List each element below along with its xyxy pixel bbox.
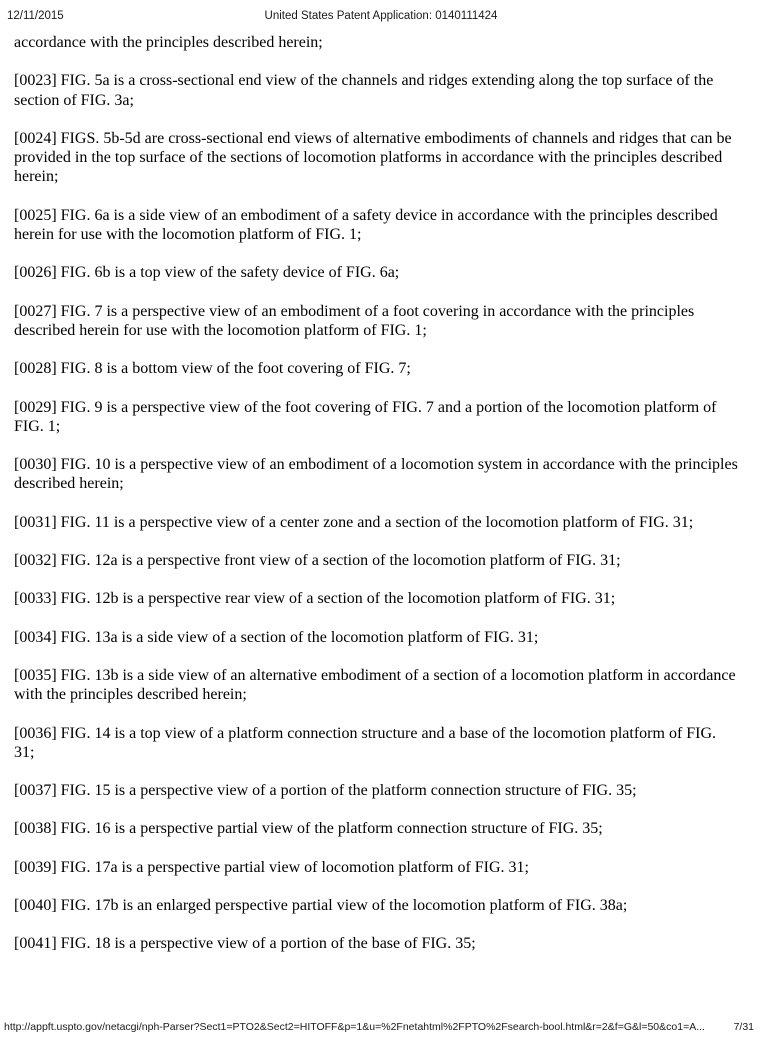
footer-url: http://appft.uspto.gov/netacgi/nph-Parser?Sect1=PTO2&Sect2=HITOFF&p=1&u=%2Fnetahtml%2FPTO%2Fsearch-bool.html&r=2&f=G&l=50&co1=A... [4, 1021, 705, 1033]
paragraph-0024: [0024] FIGS. 5b-5d are cross-sectional end views of alternative embodiments of channels and ridges that can be provided in the top surface of the sections of locomotion platforms in accordance with the principles described herein; [14, 129, 732, 186]
paragraph-0038: [0038] FIG. 16 is a perspective partial view of the platform connection structure of FIG. 35; [14, 820, 603, 838]
print-header [0, 10, 762, 26]
paragraph-0031: [0031] FIG. 11 is a perspective view of a center zone and a section of the locomotion platform of FIG. 31; [14, 513, 694, 531]
paragraph-0034: [0034] FIG. 13a is a side view of a section of the locomotion platform of FIG. 31; [14, 628, 539, 646]
paragraph-0028: [0028] FIG. 8 is a bottom view of the foot covering of FIG. 7; [14, 360, 411, 378]
paragraph-0025: [0025] FIG. 6a is a side view of an embodiment of a safety device in accordance with the principles described herein for use with the locomotion platform of FIG. 1; [14, 206, 718, 244]
paragraph-0032: [0032] FIG. 12a is a perspective front view of a section of the locomotion platform of FIG. 31; [14, 552, 621, 570]
paragraph-0033: [0033] FIG. 12b is a perspective rear view of a section of the locomotion platform of FIG. 31; [14, 590, 616, 608]
paragraph-0041: [0041] FIG. 18 is a perspective view of a portion of the base of FIG. 35; [14, 935, 476, 953]
paragraph-0037: [0037] FIG. 15 is a perspective view of a portion of the platform connection structure of FIG. 35; [14, 782, 637, 800]
footer-page-number: 7/31 [733, 1021, 754, 1033]
header-date: 12/11/2015 [7, 10, 64, 22]
paragraph-0023: [0023] FIG. 5a is a cross-sectional end view of the channels and ridges extending along the top surface of the section of FIG. 3a; [14, 72, 714, 109]
header-title: United States Patent Application: 0140111424 [264, 10, 498, 22]
continuation-line: accordance with the principles described herein; [14, 34, 323, 51]
paragraph-0030: [0030] FIG. 10 is a perspective view of an embodiment of a locomotion system in accordance with the principles described herein; [14, 456, 738, 493]
document-body [14, 33, 740, 973]
paragraph-0039: [0039] FIG. 17a is a perspective partial view of locomotion platform of FIG. 31; [14, 858, 529, 876]
paragraph-0040: [0040] FIG. 17b is an enlarged perspective partial view of the locomotion platform of FIG. 38a; [14, 897, 628, 915]
paragraph-0026: [0026] FIG. 6b is a top view of the safety device of FIG. 6a; [14, 264, 400, 282]
paragraph-0035: [0035] FIG. 13b is a side view of an alternative embodiment of a section of a locomotion platform in accordance with the principles described herein; [14, 666, 736, 704]
paragraph-0027: [0027] FIG. 7 is a perspective view of an embodiment of a foot covering in accordance with the principles described herein for use with the locomotion platform of FIG. 1; [14, 302, 695, 339]
paragraph-0036: [0036] FIG. 14 is a top view of a platform connection structure and a base of the locomotion platform of FIG. 31; [14, 724, 717, 761]
paragraph-0029: [0029] FIG. 9 is a perspective view of the foot covering of FIG. 7 and a portion of the locomotion platform of FIG. 1; [14, 398, 717, 435]
print-footer [4, 1021, 754, 1033]
